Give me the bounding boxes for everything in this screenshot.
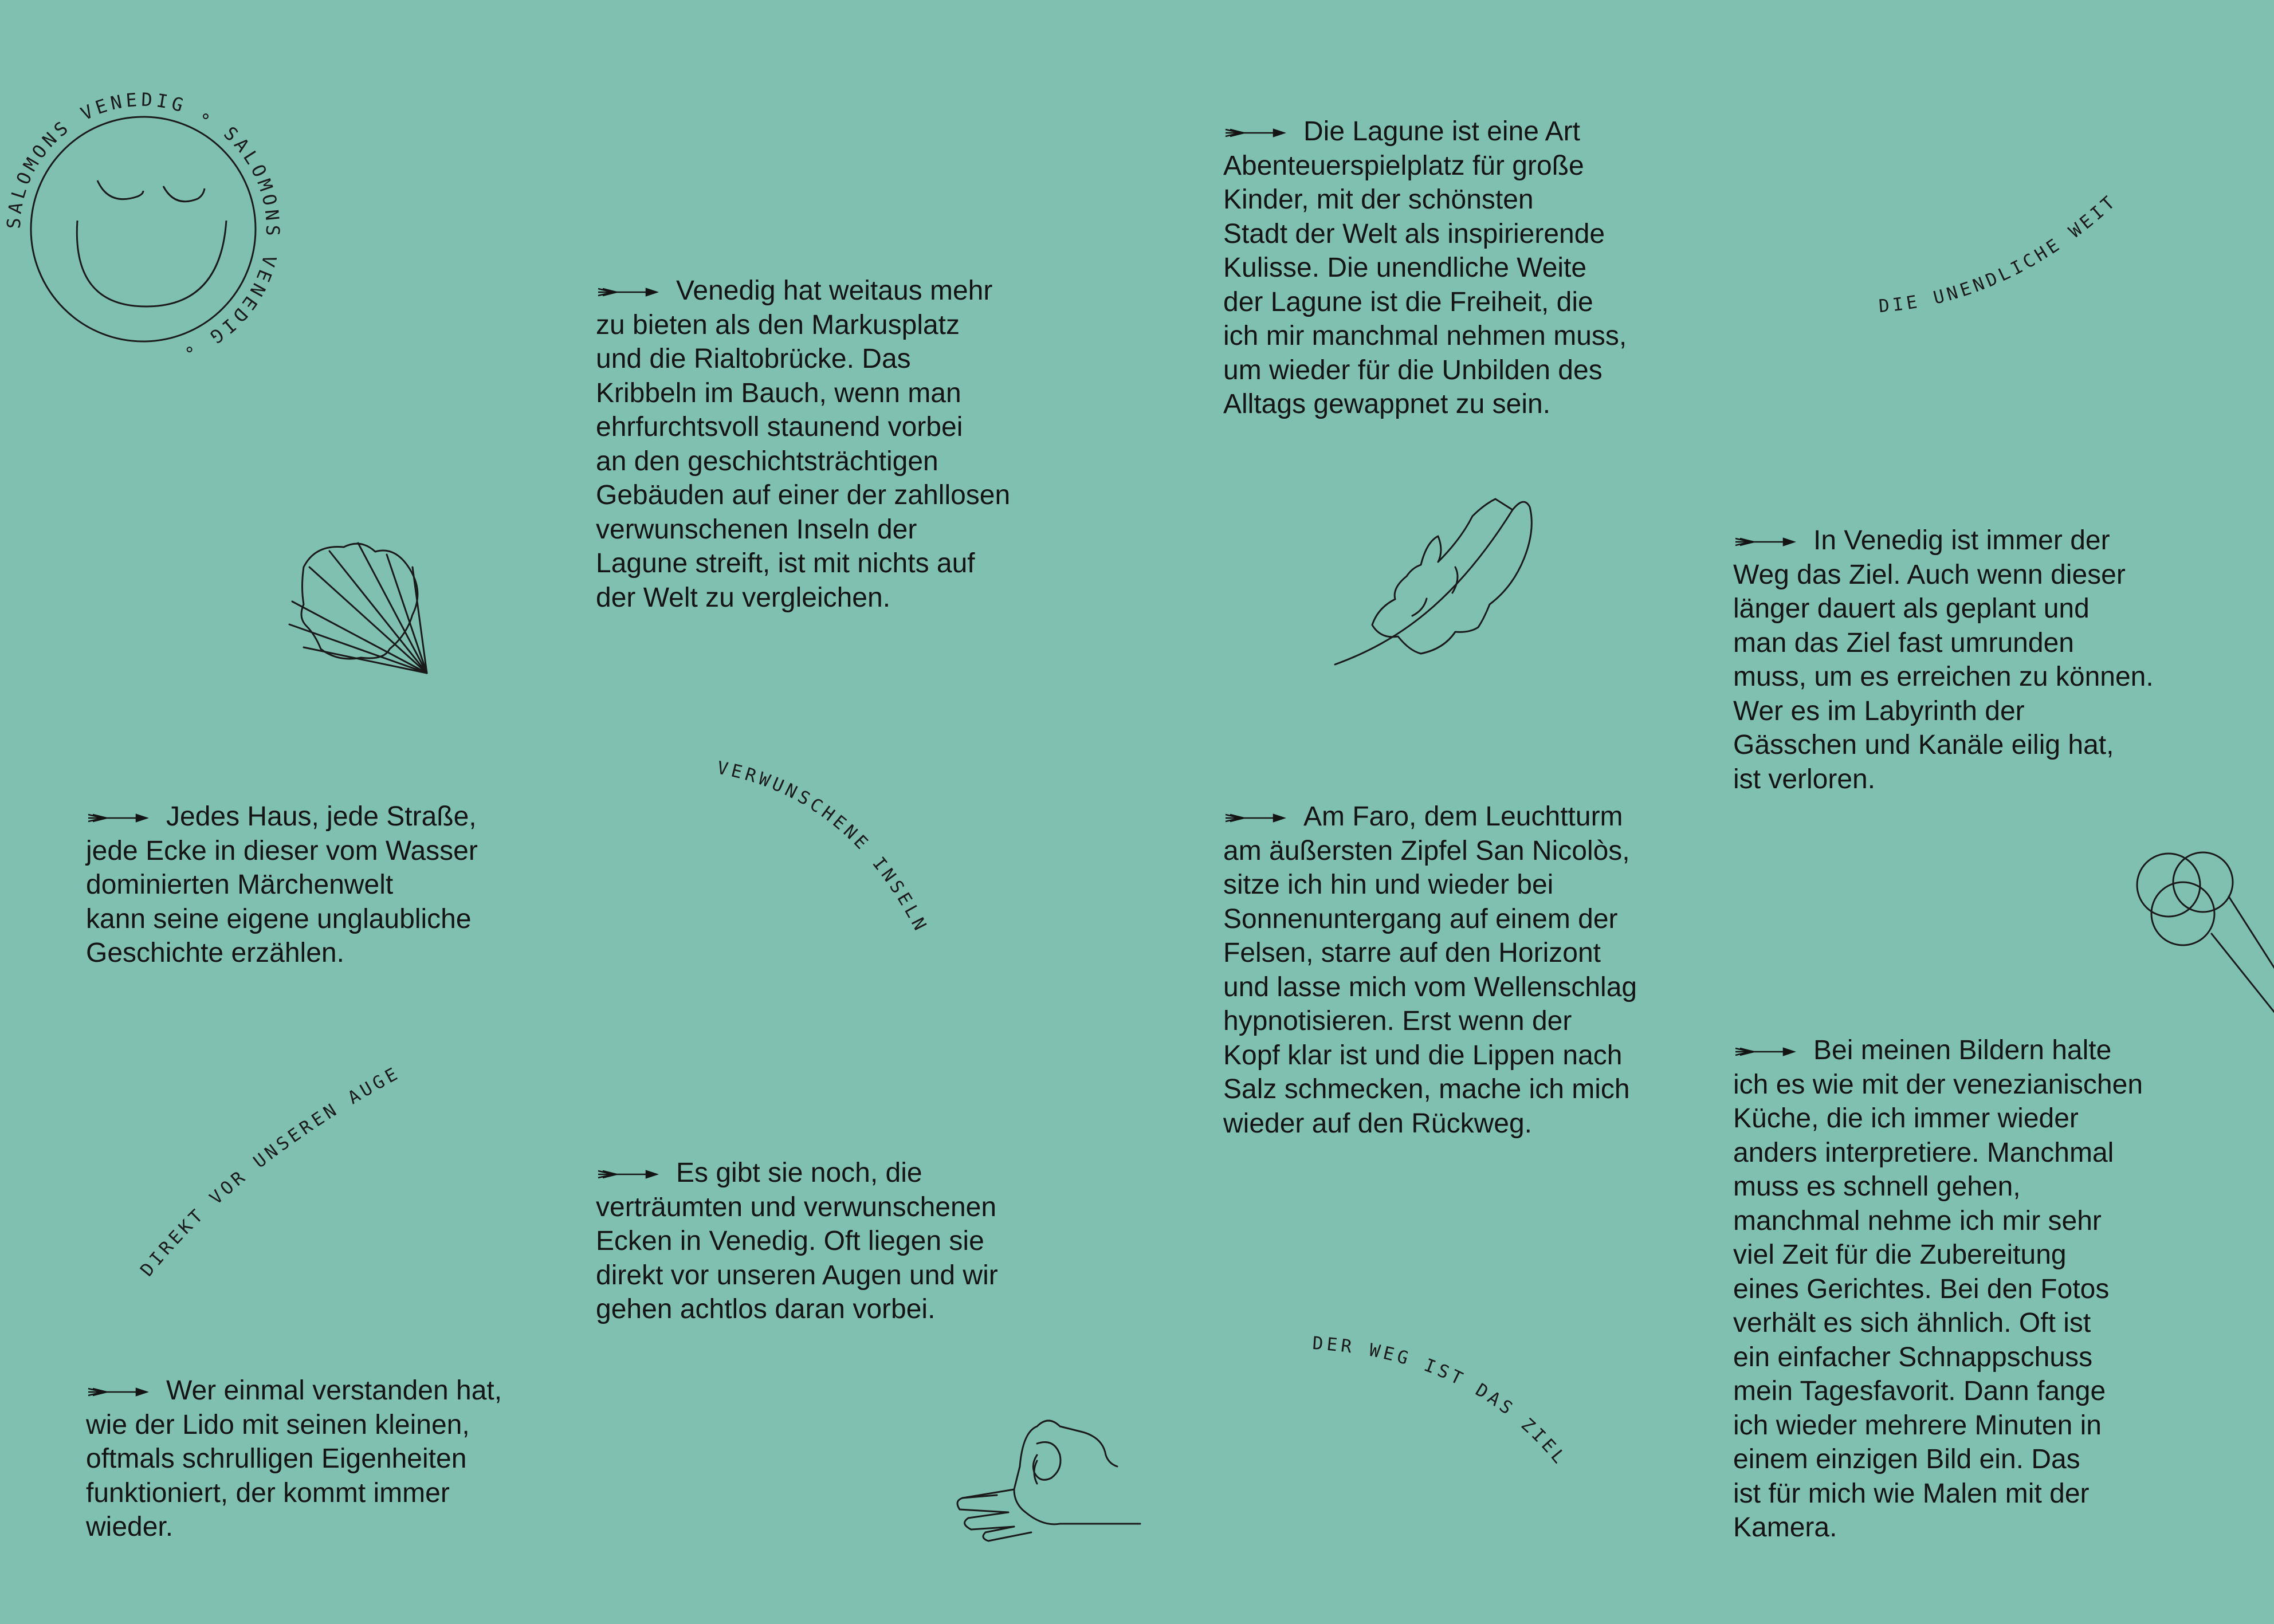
paragraph-line xyxy=(1223,353,1627,388)
paragraph-line xyxy=(1733,1306,2143,1340)
ok-hand-icon xyxy=(951,1409,1146,1547)
paragraph-line xyxy=(1733,762,2154,797)
line-text: Abenteuerspielplatz für große xyxy=(1223,150,1584,181)
paragraph-line xyxy=(86,868,478,902)
paragraph-line xyxy=(1733,1204,2143,1238)
caption-text: DIREKT VOR UNSEREN AUGEN xyxy=(124,1038,404,1281)
paragraph-line xyxy=(86,936,478,970)
paragraph-line xyxy=(596,274,1010,308)
line-text: Gässchen und Kanäle eilig hat, xyxy=(1733,730,2114,760)
paragraph-line xyxy=(1733,694,2154,729)
shell-icon xyxy=(275,516,447,687)
line-text: wieder auf den Rückweg. xyxy=(1223,1108,1532,1139)
line-text: Weg das Ziel. Auch wenn dieser xyxy=(1733,559,2126,590)
paragraph-line xyxy=(1223,800,1637,834)
arrow-icon xyxy=(86,1386,166,1398)
line-text: der Lagune ist die Freiheit, die xyxy=(1223,286,1593,317)
paragraph-line xyxy=(596,1190,998,1225)
line-text: jede Ecke in dieser vom Wasser xyxy=(86,835,478,866)
paragraph-line xyxy=(1733,592,2154,626)
line-text: gehen achtlos daran vorbei. xyxy=(596,1294,936,1324)
paragraph-line xyxy=(86,1442,502,1476)
paragraph-line xyxy=(1223,319,1627,353)
paragraph-line xyxy=(1223,834,1637,868)
line-text: und die Rialtobrücke. Das xyxy=(596,344,911,374)
line-text: anders interpretiere. Manchmal xyxy=(1733,1137,2114,1168)
paragraph-line xyxy=(1733,1033,2143,1068)
paragraph-line xyxy=(1223,1039,1637,1073)
paragraph-line xyxy=(596,410,1010,445)
smiley-icon xyxy=(31,117,256,341)
paragraph-line xyxy=(1223,217,1627,251)
paragraph-line xyxy=(1223,251,1627,285)
paragraph-line xyxy=(86,902,478,937)
line-text: verhält es sich ähnlich. Oft ist xyxy=(1733,1308,2091,1338)
line-text: ehrfurchtsvoll staunend vorbei xyxy=(596,412,963,442)
caption-verwunschene-inseln xyxy=(710,757,951,957)
paragraph-line xyxy=(1733,1511,2143,1545)
line-text: Felsen, starre auf den Horizont xyxy=(1223,938,1601,968)
paragraph-lagune xyxy=(1223,115,1627,422)
line-text: Kinder, mit der schönsten xyxy=(1223,184,1534,215)
paragraph-line xyxy=(1733,1068,2143,1102)
paragraph-line xyxy=(596,1259,998,1293)
paragraph-line xyxy=(596,546,1010,581)
paragraph-line xyxy=(1223,1072,1637,1107)
line-text: verträumten und verwunschenen xyxy=(596,1192,997,1222)
line-text: Es gibt sie noch, die xyxy=(676,1158,922,1188)
paragraph-line xyxy=(1223,936,1637,970)
line-text: funktioniert, der kommt immer xyxy=(86,1477,450,1508)
line-text: mein Tagesfavorit. Dann fange xyxy=(1733,1376,2106,1406)
caption-die-unendliche-weite xyxy=(1855,162,2137,327)
paragraph-lido xyxy=(86,1374,502,1544)
line-text: man das Ziel fast umrunden xyxy=(1733,627,2074,658)
line-text: an den geschichtsträchtigen xyxy=(596,446,938,477)
paragraph-line xyxy=(1733,1409,2143,1443)
paragraph-line xyxy=(1733,660,2154,694)
paragraph-line xyxy=(86,800,478,834)
arrow-icon xyxy=(1733,536,1813,548)
line-text: wie der Lido mit seinen kleinen, xyxy=(86,1409,470,1440)
paragraph-line xyxy=(1223,285,1627,320)
paragraph-line xyxy=(1733,626,2154,660)
paragraph-line xyxy=(596,581,1010,615)
paragraph-line xyxy=(86,834,478,868)
paragraph-line xyxy=(1733,1238,2143,1272)
paragraph-line xyxy=(1733,1170,2143,1204)
line-text: muss es schnell gehen, xyxy=(1733,1171,2021,1202)
line-text: ist verloren. xyxy=(1733,764,1876,795)
line-text: Salz schmecken, mache ich mich xyxy=(1223,1074,1630,1104)
line-text: ist für mich wie Malen mit der xyxy=(1733,1478,2090,1509)
feather-icon xyxy=(1329,493,1547,676)
line-text: Alltags gewappnet zu sein. xyxy=(1223,389,1551,419)
line-text: eines Gerichtes. Bei den Fotos xyxy=(1733,1273,2110,1304)
paragraph-line xyxy=(1223,387,1627,422)
line-text: Gebäuden auf einer der zahllosen xyxy=(596,480,1011,510)
salomons-venedig-stamp xyxy=(0,63,332,407)
line-text: wieder. xyxy=(86,1512,174,1542)
paragraph-line xyxy=(1733,1340,2143,1375)
paragraph-line xyxy=(1223,115,1627,149)
line-text: Kribbeln im Bauch, wenn man xyxy=(596,378,961,408)
line-text: dominierten Märchenwelt xyxy=(86,870,394,900)
arrow-icon xyxy=(1733,1046,1813,1057)
paragraph-line xyxy=(1733,558,2154,592)
line-text: Kopf klar ist und die Lippen nach xyxy=(1223,1040,1623,1071)
paragraph-line xyxy=(1223,1107,1637,1141)
paragraph-haus xyxy=(86,800,478,970)
caption-text: VERWUNSCHENE INSELN xyxy=(715,757,932,937)
paragraph-line xyxy=(1223,149,1627,183)
line-text: ich mir manchmal nehmen muss, xyxy=(1223,321,1627,351)
line-text: Venedig hat weitaus mehr xyxy=(676,276,993,306)
line-text: hypnotisieren. Erst wenn der xyxy=(1223,1006,1572,1036)
line-text: Sonnenuntergang auf einem der xyxy=(1223,903,1618,934)
paragraph-weg xyxy=(1733,524,2154,796)
paragraph-line xyxy=(596,376,1010,411)
line-text: Die Lagune ist eine Art xyxy=(1303,116,1580,147)
line-text: ich es wie mit der venezianischen xyxy=(1733,1069,2143,1100)
line-text: Wer einmal verstanden hat, xyxy=(166,1375,502,1406)
paragraph-line xyxy=(596,445,1010,479)
arrow-icon xyxy=(596,1169,676,1180)
paragraph-bilder xyxy=(1733,1033,2143,1545)
paragraph-line xyxy=(1733,524,2154,558)
paragraph-line xyxy=(596,1292,998,1327)
paragraph-line xyxy=(596,513,1010,547)
paragraph-line xyxy=(1733,1102,2143,1136)
line-text: viel Zeit für die Zubereitung xyxy=(1733,1240,2067,1270)
line-text: Bei meinen Bildern halte xyxy=(1813,1035,2112,1065)
arrow-icon xyxy=(1223,127,1303,139)
paragraph-line xyxy=(1733,728,2154,762)
paragraph-line xyxy=(596,1156,998,1190)
paragraph-line xyxy=(86,1374,502,1408)
line-text: kann seine eigene unglaubliche xyxy=(86,903,472,934)
line-text: Lagune streift, ist mit nichts auf xyxy=(596,548,975,579)
line-text: ich wieder mehrere Minuten in xyxy=(1733,1410,2102,1441)
paragraph-line xyxy=(596,342,1010,376)
line-text: länger dauert als geplant und xyxy=(1733,593,2090,624)
paragraph-line xyxy=(1223,183,1627,217)
paragraph-line xyxy=(1733,1477,2143,1511)
paragraph-line xyxy=(1733,1374,2143,1409)
caption-direkt-vor-unseren-augen xyxy=(124,1038,430,1295)
line-text: verwunschenen Inseln der xyxy=(596,514,917,545)
paragraph-ecken xyxy=(596,1156,998,1327)
line-text: am äußersten Zipfel San Nicolòs, xyxy=(1223,835,1630,866)
line-text: sitze ich hin und wieder bei xyxy=(1223,870,1554,900)
paragraph-line xyxy=(1733,1272,2143,1307)
line-text: oftmals schrulligen Eigenheiten xyxy=(86,1444,467,1474)
arrow-icon xyxy=(86,812,166,824)
paragraph-venedig xyxy=(596,274,1010,615)
arrow-icon xyxy=(596,286,676,298)
line-text: Kamera. xyxy=(1733,1512,1837,1543)
line-text: manchmal nehme ich mir sehr xyxy=(1733,1205,2102,1236)
line-text: Kulisse. Die unendliche Weite xyxy=(1223,253,1587,283)
paragraph-line xyxy=(596,308,1010,343)
line-text: einem einzigen Bild ein. Das xyxy=(1733,1444,2080,1474)
paragraph-line xyxy=(1223,1004,1637,1039)
arrow-icon xyxy=(1223,812,1303,824)
line-text: Küche, die ich immer wieder xyxy=(1733,1103,2079,1134)
paragraph-line xyxy=(86,1408,502,1442)
caption-der-weg-ist-das-ziel xyxy=(1301,1323,1576,1472)
ice-cream-icon xyxy=(2120,842,2274,1014)
paragraph-line xyxy=(596,1224,998,1259)
line-text: Jedes Haus, jede Straße, xyxy=(166,801,477,832)
line-text: Stadt der Welt als inspirierende xyxy=(1223,218,1605,249)
line-text: In Venedig ist immer der xyxy=(1813,525,2110,556)
line-text: Am Faro, dem Leuchtturm xyxy=(1303,801,1623,832)
line-text: muss, um es erreichen zu können. xyxy=(1733,662,2154,692)
caption-text: DER WEG IST DAS ZIEL xyxy=(1311,1332,1572,1470)
line-text: ein einfacher Schnappschuss xyxy=(1733,1342,2093,1373)
line-text: direkt vor unseren Augen und wir xyxy=(596,1260,998,1291)
paragraph-line xyxy=(596,478,1010,513)
line-text: Geschichte erzählen. xyxy=(86,938,344,968)
line-text: Wer es im Labyrinth der xyxy=(1733,695,2025,726)
paragraph-faro xyxy=(1223,800,1637,1141)
paragraph-line xyxy=(86,1476,502,1511)
paragraph-line xyxy=(1733,1442,2143,1477)
paragraph-line xyxy=(1733,1136,2143,1170)
line-text: um wieder für die Unbilden des xyxy=(1223,355,1603,386)
caption-text: DIE UNENDLICHE WEITE xyxy=(1855,162,2122,317)
line-text: und lasse mich vom Wellenschlag xyxy=(1223,972,1637,1002)
paragraph-line xyxy=(1223,902,1637,937)
line-text: der Welt zu vergleichen. xyxy=(596,582,891,613)
stamp-text: SALOMONS VENEDIG ∘ SALOMONS VENEDIG ∘ xyxy=(2,88,284,364)
paragraph-line xyxy=(1223,868,1637,902)
line-text: Ecken in Venedig. Oft liegen sie xyxy=(596,1226,984,1256)
line-text: zu bieten als den Markusplatz xyxy=(596,309,960,340)
paragraph-line xyxy=(1223,970,1637,1005)
paragraph-line xyxy=(86,1510,502,1544)
